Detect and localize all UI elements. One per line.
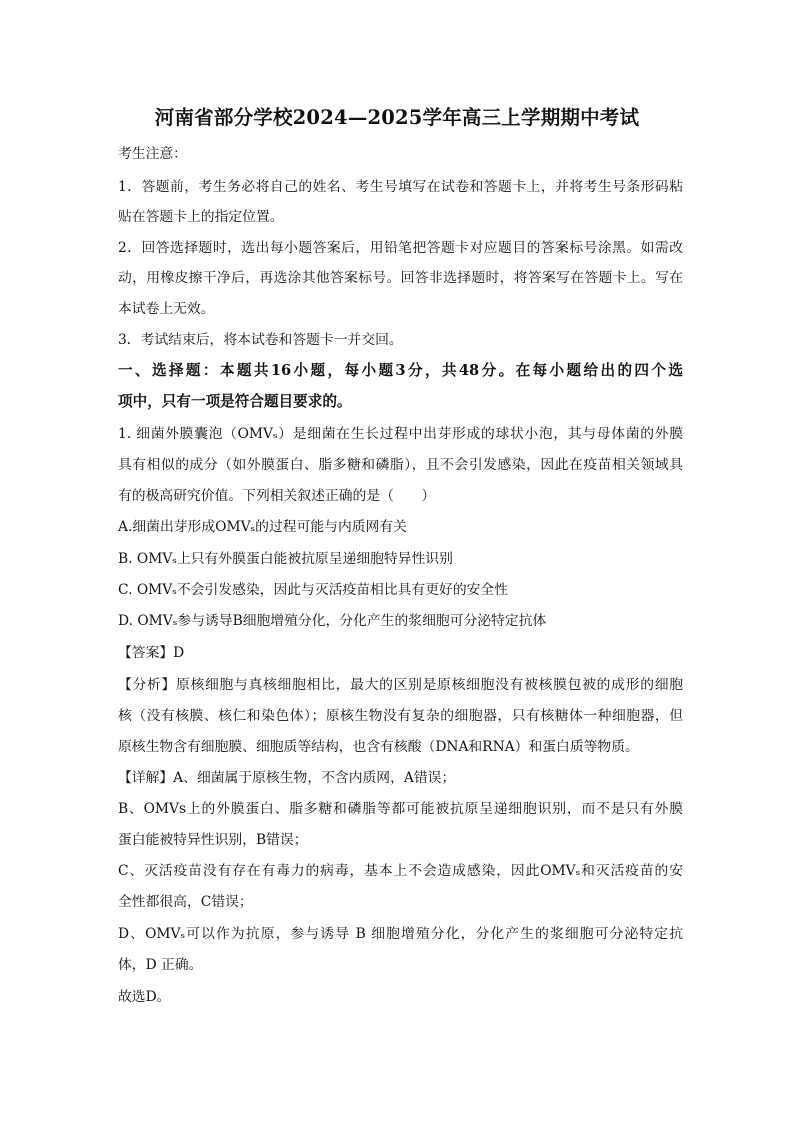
notice-line: 2．回答选择题时，选出每小题答案后，用铅笔把答题卡对应题目的答案标号涂黑。如需改 [118,240,683,256]
option-b: B. OMVₛ上只有外膜蛋白能被抗原呈递细胞特异性识别 [118,551,453,567]
section-heading: 项中，只有一项是符合题目要求的。 [118,393,352,410]
analysis-line: 【分析】原核细胞与真核细胞相比，最大的区别是原核细胞没有被核膜包被的成形的细胞 [118,677,683,693]
notice-heading: 考生注意： [118,146,187,162]
notice-line: 本试卷上无效。 [118,301,215,317]
analysis-line: 原核生物含有细胞膜、细胞质等结构，也含有核酸（DNA和RNA）和蛋白质等物质。 [118,739,639,755]
notice-line: 贴在答题卡上的指定位置。 [118,209,284,225]
question-stem: 有的极高研究价值。下列相关叙述正确的是（ ） [118,488,436,504]
detail-line: 体，D 正确。 [118,957,203,973]
option-d: D. OMVₛ参与诱导B细胞增殖分化，分化产生的浆细胞可分泌特定抗体 [118,613,547,629]
conclusion: 故选D。 [118,989,171,1005]
option-c: C. OMVₛ不会引发感染，因此与灭活疫苗相比具有更好的安全性 [118,582,509,598]
section-heading: 一、选择题：本题共16小题，每小题3分，共48分。在每小题给出的四个选 [118,362,683,379]
notice-line: 动，用橡皮擦干净后，再选涂其他答案标号。回答非选择题时，将答案写在答题卡上。写在 [118,270,683,286]
answer: 【答案】D [118,645,185,661]
detail-line: B、OMVs上的外膜蛋白、脂多糖和磷脂等都可能被抗原呈递细胞识别，而不是只有外膜 [118,801,683,817]
notice-line: 3．考试结束后，将本试卷和答题卡一并交回。 [118,332,403,348]
analysis-line: 核（没有核膜、核仁和染色体）；原核生物没有复杂的细胞器，只有核糖体一种细胞器，但 [118,708,683,724]
detail-line: C、灭活疫苗没有存在有毒力的病毒，基本上不会造成感染，因此OMVₛ和灭活疫苗的安 [118,863,683,879]
option-a: A.细菌出芽形成OMVₛ的过程可能与内质网有关 [118,519,407,535]
detail-line: 全性都很高，C错误； [118,894,253,910]
notice-line: 1．答题前，考生务必将自己的姓名、考生号填写在试卷和答题卡上，并将考生号条形码粘 [118,179,683,195]
detail-line: D、OMVₛ可以作为抗原，参与诱导 B 细胞增殖分化，分化产生的浆细胞可分泌特定抗 [118,926,683,942]
page-title: 河南省部分学校2024—2025学年高三上学期期中考试 [154,106,640,129]
detail-line: 蛋白能被特异性识别，B错误； [118,832,308,848]
question-stem: 具有相似的成分（如外膜蛋白、脂多糖和磷脂），且不会引发感染，因此在疫苗相关领域具 [118,457,683,473]
detail-line: 【详解】A、细菌属于原核生物，不含内质网，A错误； [118,770,456,786]
question-stem: 1. 细菌外膜囊泡（OMVₛ）是细菌在生长过程中出芽形成的球状小泡，其与母体菌的外膜 [118,426,683,442]
